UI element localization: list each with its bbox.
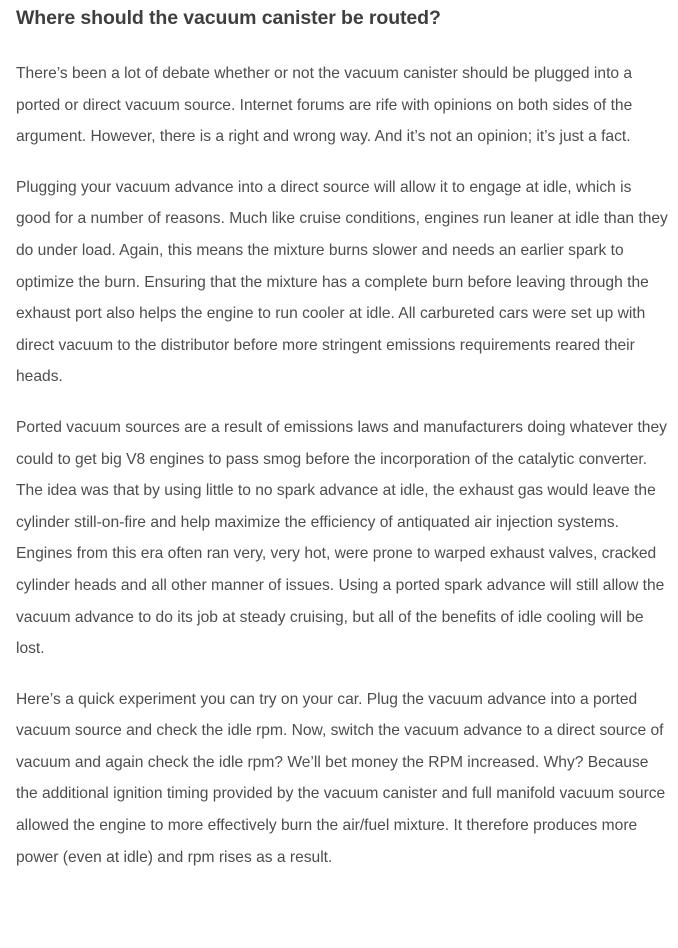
paragraph-3: Ported vacuum sources are a result of emissions laws and manufacturers doing whatever they could to get big V8 engines to pass smog before the incorporation of the catalytic converter. The idea was that by using little to no spark advance at idle, the exhaust gas would leave the cylinder still-on-fire and help maximize the efficiency of antiquated air injection systems. Engines from this era often ran very, very hot, were prone to warped exhaust valves, cracked cylinder heads and all other manner of issues. Using a ported spark advance will still allow the vacuum advance to do its job at steady cruising, but all of the benefits of idle cooling will be lost. [16,418,667,658]
paragraph-2: Plugging your vacuum advance into a direct source will allow it to engage at idle, which is good for a number of reasons. Much like cruise conditions, engines run leaner at idle than they do under load. Again, this means the mixture burns slower and needs an earlier spark to optimize the burn. Ensuring that the mixture has a complete burn before leaving through the exhaust port also helps the engine to run cooler at idle. All carbureted cars were set up with direct vacuum to the distributor before more stringent emissions requirements reared their heads. [16,178,668,386]
paragraph-4: Here’s a quick experiment you can try on your car. Plug the vacuum advance into a ported vacuum source and check the idle rpm. Now, switch the vacuum advance to a direct source of vacuum and again check the idle rpm? We’ll bet money the RPM increased. Why? Because the additional ignition timing provided by the vacuum canister and full manifold vacuum source allowed the engine to more effectively burn the air/fuel mixture. It therefore produces more power (even at idle) and rpm rises as a result. [16,690,666,866]
article-heading: Where should the vacuum canister be routed? [16,7,441,29]
paragraph-1: There’s been a lot of debate whether or not the vacuum canister should be plugged into a ported or direct vacuum source. Internet forums are rife with opinions on both sides of the argument. However, there is a right and wrong way. And it’s not an opinion; it’s just a fact. [16,65,633,146]
